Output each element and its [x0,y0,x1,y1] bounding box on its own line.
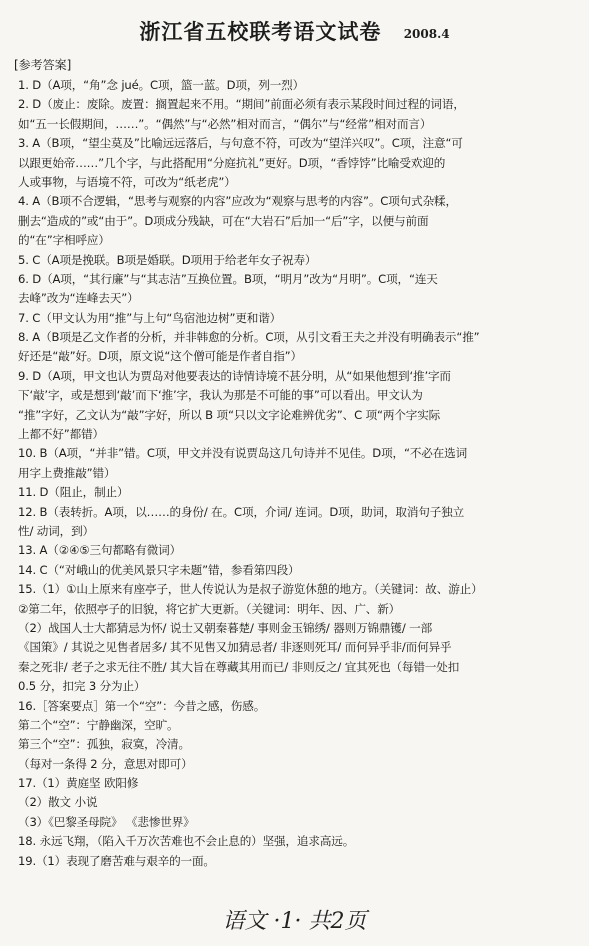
answer-line: 14. C（“对峨山的优美风景只字未题”错，参看第四段） [18,562,300,577]
answer-line: 下‘敲’字，或是想到‘敲’而下‘推’字，我认为那是不可能的事”可以看出。甲文认为 [18,388,423,403]
answer-line: （2）散文 小说 [18,795,98,810]
answer-line: 19.（1）表现了磨苦难与艰辛的一面。 [18,853,215,868]
answer-line: “推”字好，乙文认为“敲”字好，所以 B 项“只以文字论难辨优劣”、C 项“两个字实际 [18,407,441,422]
answer-line: 2. D（废止：废除。废置：搁置起来不用。“期间”前面必须有表示某段时间过程的词语， [18,97,465,112]
answer-line: 4. A（B项不合逻辑，“思考与观察的内容”应改为“观察与思考的内容”。C项句式杂糅， [18,194,457,209]
answer-line: （3）《巴黎圣母院》 《悲惨世界》 [18,814,195,829]
answer-line: 上都不好”都错） [18,427,104,442]
section-header: [参考答案] [14,58,72,72]
title-date: 2008.4 [403,26,450,41]
answer-line: 的“在”字相呼应） [18,233,110,248]
answer-line: 18. 永远飞翔，（陷入千万次苦难也不会止息的）坚强，追求高远。 [18,834,355,849]
answer-line: 《国策》/ 其说之见售者居多/ 其不见售又加猜忌者/ 非逐则死耳/ 而何异乎非/而何异乎 [18,640,452,655]
answer-line: 17.（1）黄庭坚 欧阳修 [18,776,139,791]
answer-line: 删去“造成的”或“由于”。D项成分残缺，可在“大岩石”后加一“后”字，以便与前面 [18,213,429,228]
answer-line: 13. A（②④⑤三句都略有微词） [18,543,182,558]
answer-line: ②第二年，依照亭子的旧貌，将它扩大更新。（关键词：明年、因、广、新） [18,601,401,616]
answer-line: 第三个“空”：孤独，寂寞，冷清。 [18,737,190,752]
answer-line: 人或事物，与语境不符，可改为“纸老虎”） [18,174,236,189]
answer-line: 16.［答案要点］第一个“空”：今昔之感，伤感。 [18,698,266,713]
answer-line: 好还是“敲”好。D项，原文说“这个僧可能是作者自指”） [18,349,302,364]
answer-line: 11. D（阻止，制止） [18,485,129,500]
answer-line: 10. B（A项，“并非”错。C项，甲文并没有说贾岛这几句诗并不见佳。D项，“不必在选词 [18,446,468,461]
document-title [0,16,589,46]
answer-line: 以跟更始帝……”几个字，与此搭配用“分庭抗礼”更好。D项，“香饽饽”比喻受欢迎的 [18,155,446,170]
answer-line: 去峰”改为“连峰去天”） [18,291,139,306]
answer-line: 9. D（A项，甲文也认为贾岛对他要表达的诗情诗境不甚分明，从“如果他想到‘推’字而 [18,368,451,383]
answer-line: 6. D（A项，“其行廉”与“其志洁”互换位置。B项，“明月”改为“月明”。C项，“连天 [18,271,438,286]
answer-line: （2）战国人士大都猜忌为怀/ 说士又朝秦暮楚/ 事则金玉锦绣/ 器则万锦鼎镬/ 一部 [18,620,433,635]
answer-line: 用字上费推敲”错） [18,465,116,480]
answer-line: 3. A（B项，“望尘莫及”比喻远远落后，与句意不符，可改为“望洋兴叹”。C项，注意“可 [18,136,463,151]
page-footer: 语文 ·1· 共2页 [222,909,367,934]
answer-line: 7. C（甲文认为用“推”与上句“鸟宿池边树”更和谐） [18,310,282,325]
answer-line: 15.（1）①山上原来有座亭子，世人传说认为是叔子游览休憩的地方。（关键词：故、游止） [18,582,483,597]
answer-line: 性/ 动词，到） [18,523,94,538]
answer-line: （每对一条得 2 分，意思对即可） [18,756,193,771]
answer-line: 8. A（B项是乙文作者的分析，并非韩愈的分析。C项，从引文看王夫之并没有明确表示“推” [18,330,480,345]
answer-line: 如“五一长假期间，……”。“偶然”与“必然”相对而言，“偶尔”与“经常”相对而言） [18,116,432,131]
answer-line: 1. D（A项，“角”念 jué。C项，篮一蓝。D项，列一烈） [18,78,305,92]
answer-line: 0.5 分，扣完 3 分为止） [18,679,146,694]
title-text: 浙江省五校联考语文试卷 [139,19,382,44]
answer-lines [18,76,578,871]
answer-line: 秦之死非/ 老子之求无往不胜/ 其大旨在尊藏其用而已/ 非则反之/ 宜其死也（每错一处扣 [18,659,460,674]
answer-line: 5. C（A项是挽联。B项是婚联。D项用于给老年女子祝寿） [18,252,317,267]
answer-line: 12. B（表转折。A项，以……的身份/ 在。C项，介词/ 连词。D项，助词，取消句子独立 [18,504,465,519]
answer-line: 第二个“空”：宁静幽深，空旷。 [18,717,179,732]
